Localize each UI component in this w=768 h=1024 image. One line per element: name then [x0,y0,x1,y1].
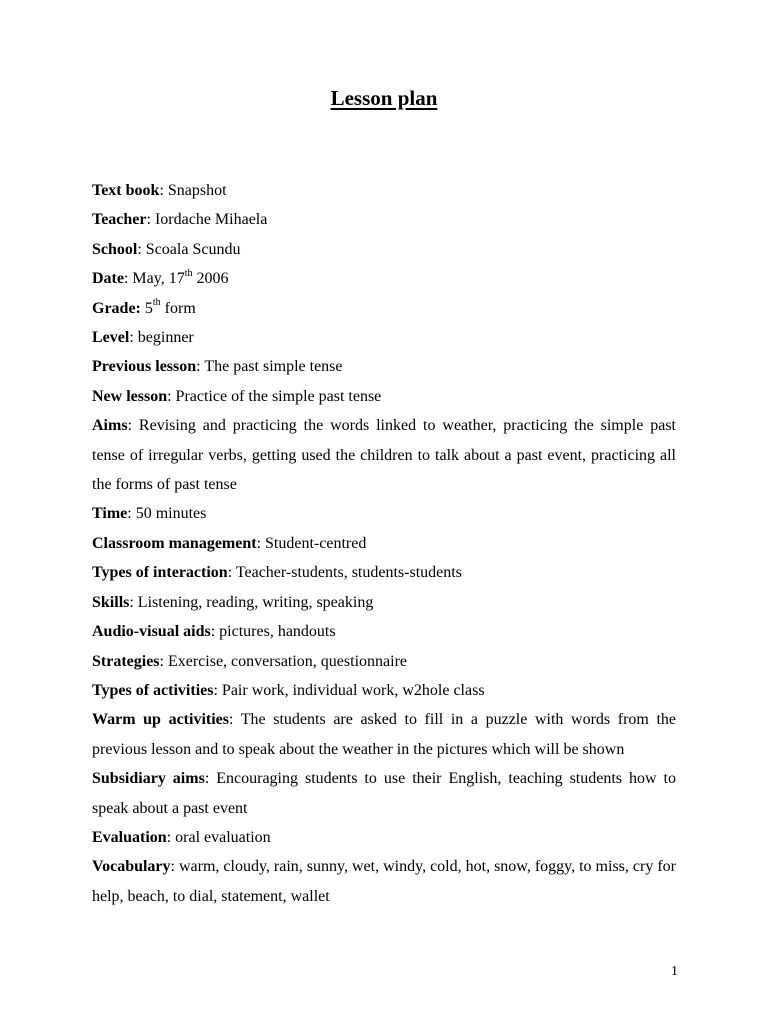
field-value: : pictures, handouts [210,623,336,641]
field-value: : Pair work, individual work, w2hole class [213,681,485,699]
field-classroom-management [92,529,676,558]
field-value: : Practice of the simple past tense [167,387,382,405]
field-text-book [92,176,676,205]
field-label: Strategies [92,652,160,670]
field-value: : warm, cloudy, rain, sunny, wet, windy, cold, hot, snow, foggy, to miss, cry for help, beach, to dial, statement, wallet [92,858,676,905]
field-teacher [92,205,676,234]
field-value: : May, 17 [123,270,185,288]
field-date [92,264,676,293]
field-value: : The past simple tense [196,358,343,376]
field-level [92,323,676,352]
field-label: Subsidiary aims [92,770,205,788]
field-value: 5 [140,299,153,317]
field-label: School [92,240,138,258]
field-vocabulary [92,852,676,911]
field-aims [92,411,676,499]
field-label: Types of activities [92,681,214,699]
field-time [92,499,676,528]
field-label: Evaluation [92,828,167,846]
field-subsidiary-aims [92,764,676,823]
field-new-lesson [92,382,676,411]
field-label: Level [92,329,130,347]
field-label: Skills [92,593,130,611]
ordinal-suffix: th [152,297,161,309]
field-label: Teacher [92,211,147,229]
field-label: Text book [92,182,160,199]
field-value: : Teacher-students, students-students [227,564,462,582]
field-label: Aims [92,417,128,435]
field-value: : Exercise, conversation, questionnaire [159,652,407,670]
field-audio-visual-aids [92,617,676,646]
field-value: : Encouraging students to use their English, teaching students how to speak about a past event [92,770,677,817]
field-label: Classroom management [92,534,257,552]
field-value: : 50 minutes [127,505,207,523]
field-previous-lesson [92,352,676,381]
field-evaluation [92,823,676,852]
field-value: : beginner [129,329,194,347]
field-school [92,235,676,264]
field-label: Warm up activities [92,711,229,729]
field-types-of-interaction [92,558,676,587]
page-title: Lesson plan [330,86,438,110]
field-label: New lesson [92,387,168,405]
field-value: : Revising and practicing the words linked to weather, practicing the simple past tense of irregular verbs, getting used the children to talk about a past event, practicing all the forms of past tense [92,417,676,494]
field-value: : The students are asked to fill in a puzzle with words from the previous lesson and to speak about the weather in the pictures which will be shown [92,711,677,758]
field-types-of-activities [92,676,676,705]
field-warm-up-activities [92,705,676,764]
field-strategies [92,647,676,676]
field-label: Vocabulary [92,858,171,876]
field-value: : Scoala Scundu [137,240,241,258]
field-value: : Snapshot [159,182,227,199]
field-value: : oral evaluation [166,828,271,846]
field-label: Date [92,270,124,288]
lesson-details [92,176,676,911]
field-label: Grade: [92,299,141,317]
ordinal-suffix: th [184,267,193,279]
field-label: Time [92,505,128,523]
field-skills [92,588,676,617]
field-value-form: form [160,299,196,317]
field-label: Audio-visual aids [92,623,211,641]
page-number: 1 [671,964,678,979]
field-value: : Listening, reading, writing, speaking [129,593,374,611]
field-label: Previous lesson [92,358,197,376]
field-value-year: 2006 [192,270,229,288]
field-value: : Iordache Mihaela [146,211,268,229]
field-grade [92,294,676,323]
field-value: : Student-centred [256,534,367,552]
field-label: Types of interaction [92,564,228,582]
